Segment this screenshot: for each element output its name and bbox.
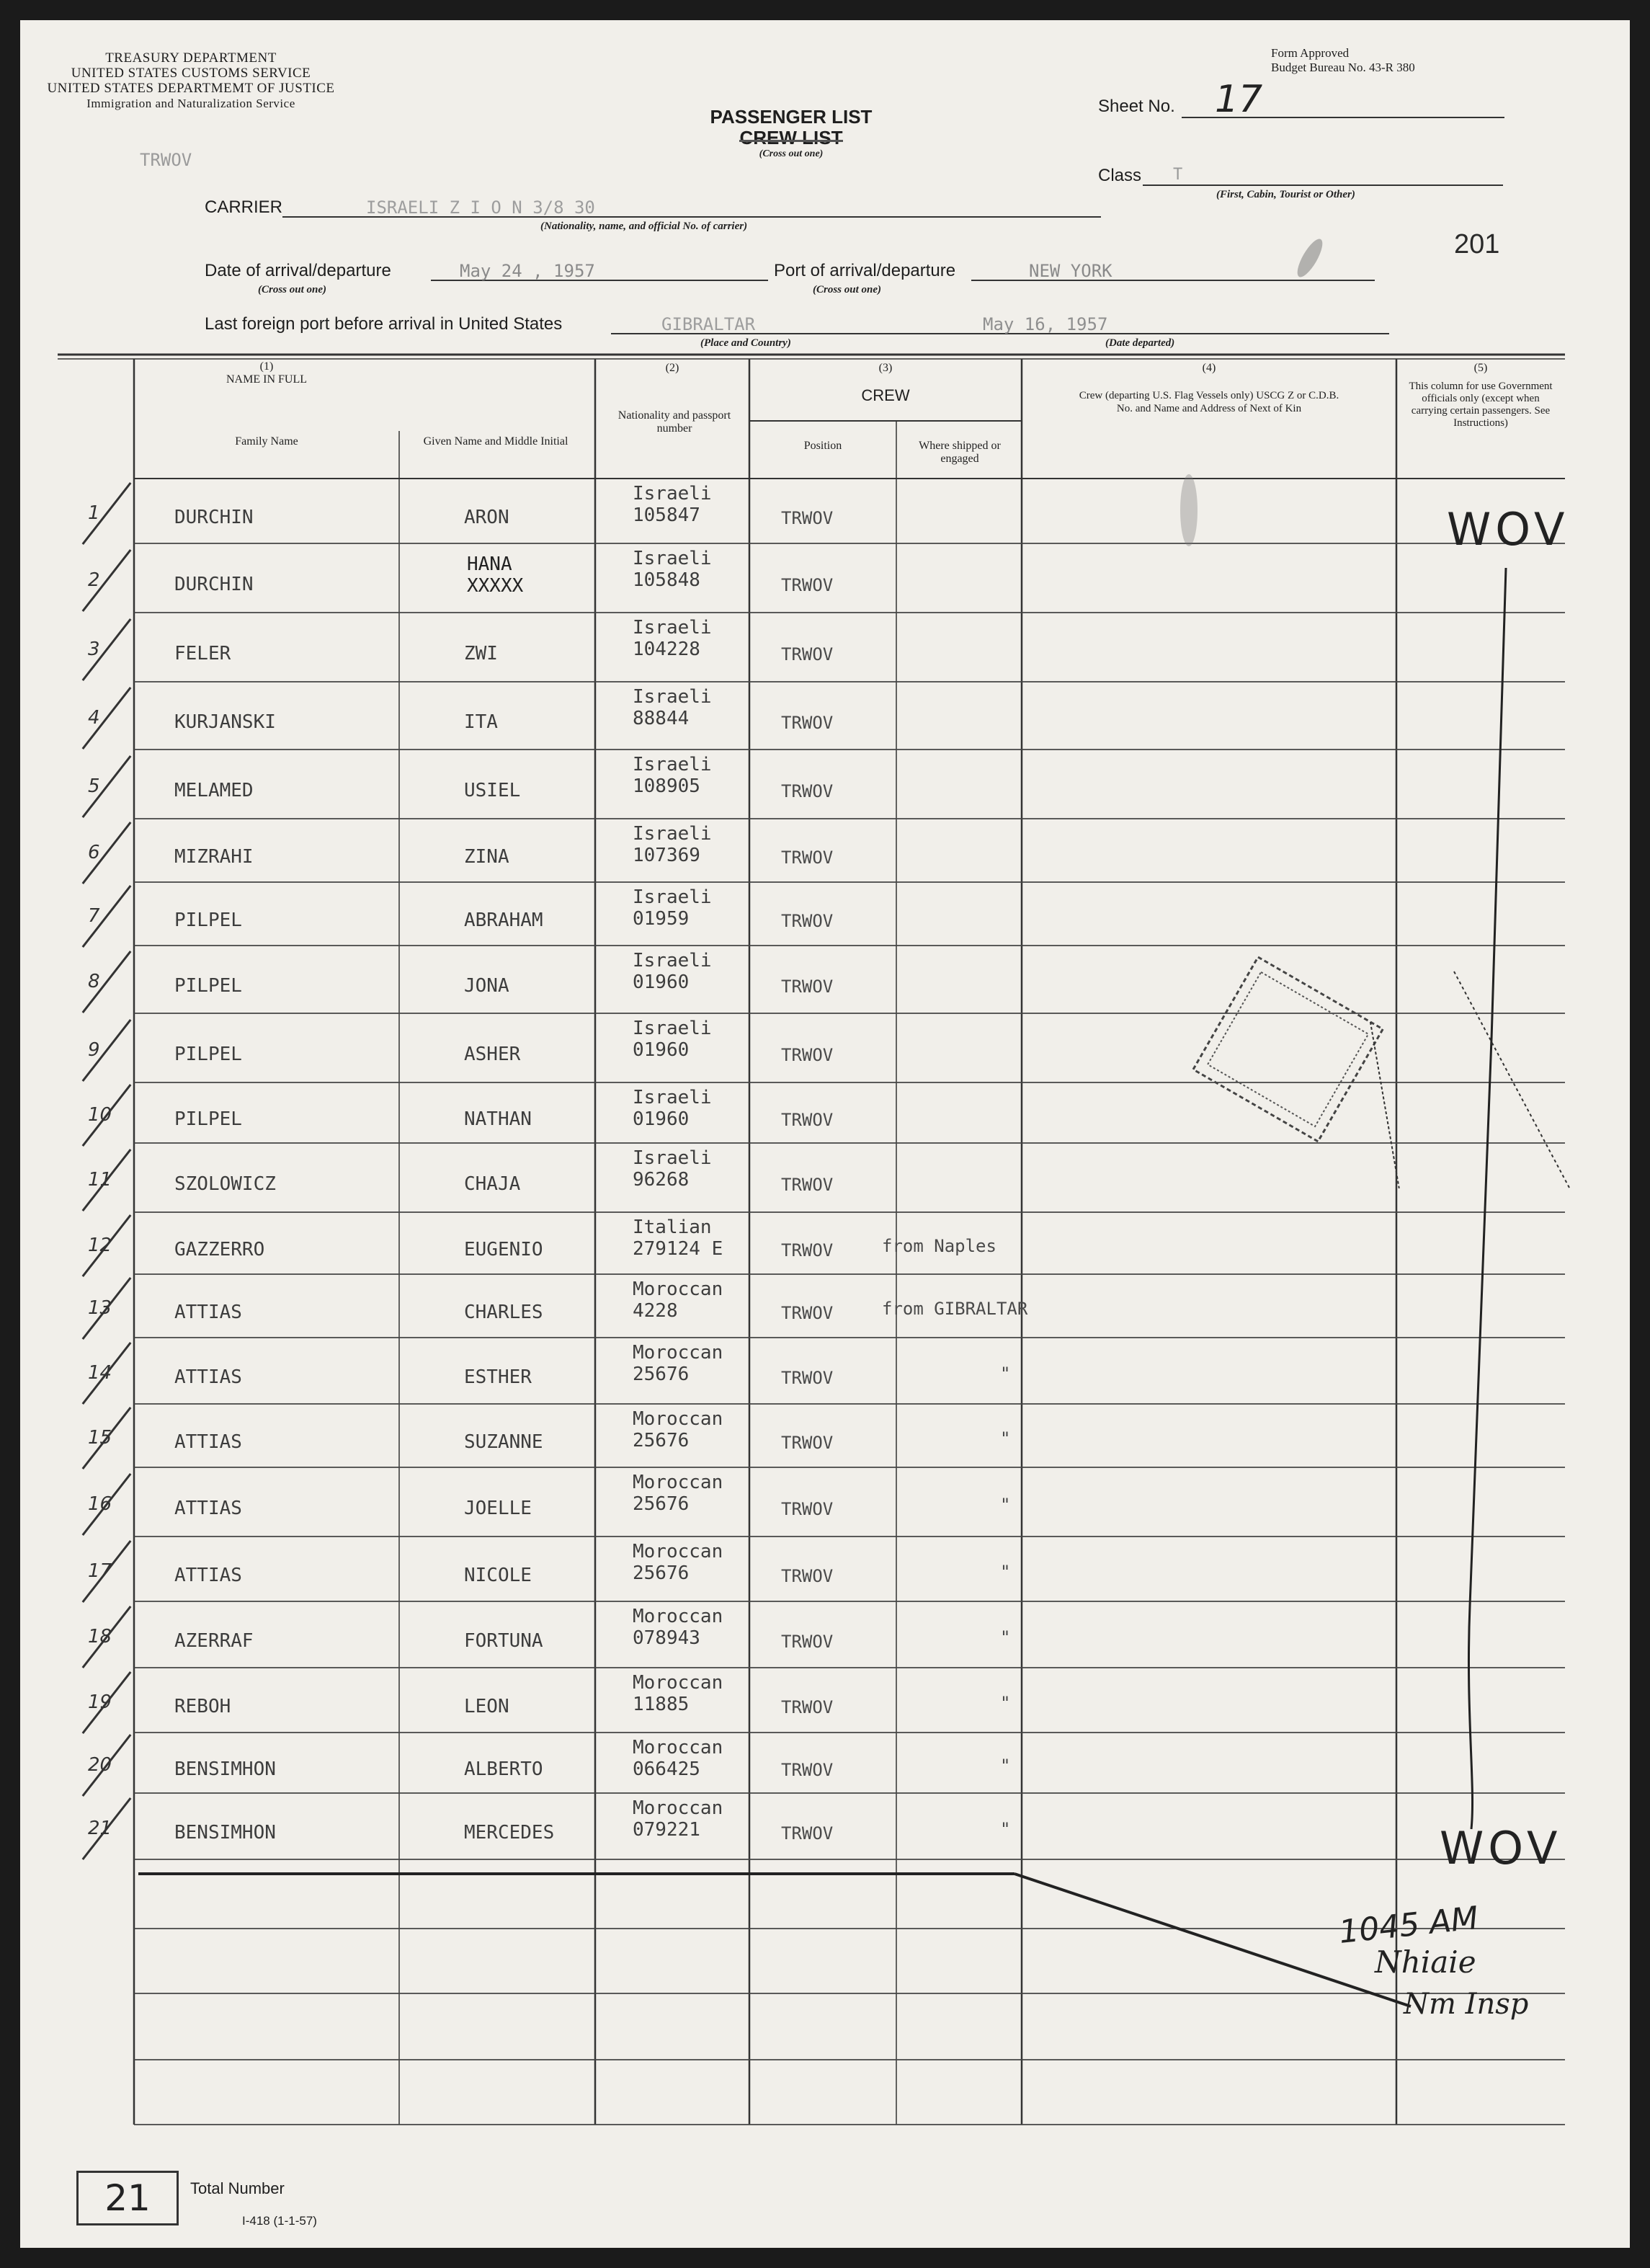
row-number: 7 [88, 905, 100, 927]
given-name: MERCEDES [464, 1822, 555, 1844]
crew-position: TRWOV [781, 1499, 834, 1519]
passport-number: 107369 [633, 845, 700, 866]
row-number: 16 [88, 1493, 112, 1515]
carrier-label: CARRIER [205, 197, 283, 217]
nationality: Israeli [633, 1087, 712, 1108]
lastport-label: Last foreign port before arrival in United States [205, 314, 563, 334]
port-value: NEW YORK [1029, 261, 1112, 281]
crew-position: TRWOV [781, 1697, 834, 1717]
agency-line-3: UNITED STATES DEPARTMEMT OF JUSTICE [47, 81, 335, 96]
given-name: ARON [464, 507, 509, 528]
family-name: MIZRAHI [174, 846, 254, 868]
passport-number: 104228 [633, 639, 700, 660]
budget-bureau-text: Budget Bureau No. 43-R 380 [1271, 61, 1415, 74]
date-label: Date of arrival/departure [205, 261, 391, 280]
crew-position: TRWOV [781, 1760, 834, 1780]
given-name: ITA [464, 711, 498, 733]
row-number: 11 [88, 1169, 112, 1191]
row-number: 14 [88, 1362, 112, 1384]
where-shipped: " [1000, 1428, 1011, 1449]
family-name: PILPEL [174, 975, 242, 997]
lastport-note: (Place and Country) [700, 337, 791, 349]
given-name: HANA [467, 553, 512, 575]
given-name: LEON [464, 1696, 509, 1717]
passport-number: 066425 [633, 1758, 700, 1780]
given-name: EUGENIO [464, 1239, 543, 1260]
top-left-stamp: TRWOV [140, 150, 192, 170]
given-name: NICOLE [464, 1565, 532, 1586]
family-name: ATTIAS [174, 1431, 242, 1453]
crew-position: TRWOV [781, 1632, 834, 1652]
family-name: DURCHIN [174, 574, 254, 595]
carrier-value: ISRAELI Z I O N 3/8 30 [366, 197, 595, 218]
given-name: ESTHER [464, 1366, 532, 1388]
given-name: CHARLES [464, 1302, 543, 1323]
given-name: USIEL [464, 780, 521, 801]
passport-number: 105848 [633, 569, 700, 591]
where-shipped: " [1000, 1495, 1011, 1515]
passport-number: 25676 [633, 1364, 690, 1385]
crew-position: TRWOV [781, 1175, 834, 1195]
family-name: MELAMED [174, 780, 254, 801]
given-name: JOELLE [464, 1498, 532, 1519]
where-shipped: " [1000, 1562, 1011, 1582]
row-number: 8 [88, 971, 100, 992]
crew-position: TRWOV [781, 848, 834, 868]
crew-position: TRWOV [781, 1303, 834, 1323]
date-value: May 24 , 1957 [460, 261, 595, 281]
crew-position: TRWOV [781, 713, 834, 733]
passport-number: 11885 [633, 1694, 690, 1715]
row-number: 3 [88, 639, 100, 660]
col1-title: NAME IN FULL [226, 373, 307, 386]
family-name: AZERRAF [174, 1630, 254, 1652]
class-label: Class [1098, 166, 1142, 185]
nationality: Moroccan [633, 1606, 723, 1627]
col3-shipped-header: Where shipped or engaged [919, 440, 1001, 465]
given-name: ZWI [464, 643, 498, 664]
passport-number: 01959 [633, 908, 690, 930]
col5-title: This column for use Government officials only (except when carrying certain passengers. See Instructions) [1409, 381, 1553, 429]
where-shipped: " [1000, 1627, 1011, 1647]
col3-title: CREW [861, 386, 910, 404]
port-label: Port of arrival/departure [774, 261, 956, 280]
col3-number: (3) [878, 362, 893, 374]
given-name: ZINA [464, 846, 509, 868]
family-name: BENSIMHON [174, 1758, 276, 1780]
form-approved-text: Form Approved [1271, 46, 1350, 60]
col5-number: (5) [1473, 362, 1488, 374]
agency-line-2: UNITED STATES CUSTOMS SERVICE [71, 66, 311, 81]
row-number: 17 [88, 1560, 112, 1582]
family-name: DURCHIN [174, 507, 254, 528]
given-name: ASHER [464, 1044, 521, 1065]
passport-number: 25676 [633, 1430, 690, 1451]
passport-number: 279124 E [633, 1238, 723, 1260]
row-number: 6 [88, 842, 100, 863]
family-name: PILPEL [174, 1044, 242, 1065]
departed-value: May 16, 1957 [983, 314, 1108, 334]
nationality: Moroccan [633, 1408, 723, 1430]
passport-number: 078943 [633, 1627, 700, 1649]
crew-position: TRWOV [781, 1368, 834, 1388]
col4-number: (4) [1202, 362, 1216, 374]
crew-position: TRWOV [781, 911, 834, 931]
given-name: JONA [464, 975, 509, 997]
family-name: PILPEL [174, 910, 242, 931]
passport-number: 25676 [633, 1493, 690, 1515]
lastport-value: GIBRALTAR [661, 314, 756, 334]
nationality: Moroccan [633, 1278, 723, 1300]
given-name: FORTUNA [464, 1630, 543, 1652]
class-note: (First, Cabin, Tourist or Other) [1216, 189, 1355, 200]
where-shipped: " [1000, 1693, 1011, 1713]
nationality: Israeli [633, 950, 712, 971]
row-number: 2 [88, 569, 100, 591]
nationality: Israeli [633, 548, 712, 569]
row-number: 9 [88, 1039, 100, 1061]
nationality: Moroccan [633, 1541, 723, 1562]
crew-position: TRWOV [781, 1823, 834, 1844]
family-name: PILPEL [174, 1108, 242, 1130]
given-name: NATHAN [464, 1108, 532, 1130]
handwritten-marks [20, 20, 1630, 2248]
annotation-wov-bottom: WOV [1440, 1822, 1562, 1875]
departed-note: (Date departed) [1105, 337, 1175, 349]
nationality: Moroccan [633, 1672, 723, 1694]
nationality: Israeli [633, 823, 712, 845]
family-name: BENSIMHON [174, 1822, 276, 1844]
nationality: Moroccan [633, 1797, 723, 1819]
sheet-no-label: Sheet No. [1098, 97, 1175, 116]
page-number: 201 [1454, 229, 1500, 259]
family-name: ATTIAS [174, 1498, 242, 1519]
nationality: Moroccan [633, 1472, 723, 1493]
carrier-note: (Nationality, name, and official No. of carrier) [540, 221, 748, 232]
passport-number: 108905 [633, 775, 700, 797]
nationality: Israeli [633, 483, 712, 504]
annotation-signature-2: Nm Insp [1404, 1988, 1529, 2021]
nationality: Israeli [633, 886, 712, 908]
class-value: T [1173, 166, 1183, 184]
row-number: 12 [88, 1235, 112, 1256]
row-number: 5 [88, 775, 100, 797]
given-name-crossed: XXXXX [467, 575, 524, 597]
where-shipped: " [1000, 1819, 1011, 1839]
crew-position: TRWOV [781, 575, 834, 595]
where-shipped: from Naples [882, 1236, 996, 1256]
family-name: SZOLOWICZ [174, 1173, 276, 1195]
nationality: Israeli [633, 1018, 712, 1039]
port-note: (Cross out one) [813, 284, 882, 295]
passport-number: 105847 [633, 504, 700, 526]
annotation-wov-top: WOV [1447, 503, 1569, 556]
where-shipped: from GIBRALTAR [882, 1299, 1028, 1319]
nationality: Israeli [633, 754, 712, 775]
family-name: REBOH [174, 1696, 231, 1717]
row-number: 4 [88, 707, 100, 729]
crew-position: TRWOV [781, 977, 834, 997]
row-number: 18 [88, 1626, 112, 1647]
family-name: GAZZERRO [174, 1239, 265, 1260]
family-name: ATTIAS [174, 1366, 242, 1388]
crew-position: TRWOV [781, 1045, 834, 1065]
passport-number: 01960 [633, 1108, 690, 1130]
row-number: 13 [88, 1297, 112, 1319]
form-number: I-418 (1-1-57) [242, 2214, 317, 2228]
row-number: 10 [88, 1104, 112, 1126]
col4-title: Crew (departing U.S. Flag Vessels only) USCG Z or C.D.B. No. and Name and Address of Next of Kin [1079, 390, 1339, 414]
date-note: (Cross out one) [258, 284, 327, 295]
family-name: ATTIAS [174, 1565, 242, 1586]
col1-family-header: Family Name [235, 435, 298, 448]
col1-number: (1) [259, 360, 274, 373]
passport-number: 96268 [633, 1169, 690, 1191]
given-name: ALBERTO [464, 1758, 543, 1780]
row-number: 19 [88, 1691, 112, 1713]
family-name: KURJANSKI [174, 711, 276, 733]
col1-given-header: Given Name and Middle Initial [423, 435, 568, 448]
passport-number: 01960 [633, 971, 690, 993]
customs-stamp [1193, 957, 1464, 1188]
where-shipped: " [1000, 1756, 1011, 1776]
passenger-list-form [20, 20, 1630, 2248]
given-name: CHAJA [464, 1173, 521, 1195]
col2-number: (2) [665, 362, 679, 374]
annotation-signature-1: Nhiaie [1375, 1944, 1476, 1980]
where-shipped: " [1000, 1364, 1011, 1384]
col3-position-header: Position [803, 440, 842, 452]
nationality: Moroccan [633, 1342, 723, 1364]
nationality: Moroccan [633, 1737, 723, 1758]
nationality: Israeli [633, 686, 712, 708]
crew-position: TRWOV [781, 644, 834, 664]
sheet-no-value: 17 [1215, 78, 1263, 121]
total-box [76, 2171, 179, 2225]
passport-number: 88844 [633, 708, 690, 729]
crew-position: TRWOV [781, 1566, 834, 1586]
nationality: Italian [633, 1217, 712, 1238]
passport-number: 25676 [633, 1562, 690, 1584]
crew-position: TRWOV [781, 1433, 834, 1453]
annotation-time: 1045 AM [1337, 1899, 1481, 1952]
family-name: ATTIAS [174, 1302, 242, 1323]
row-number: 20 [88, 1754, 112, 1776]
col2-title: Nationality and passport number [617, 409, 731, 435]
crew-position: TRWOV [781, 508, 834, 528]
title-note: (Cross out one) [759, 148, 824, 159]
title-crew-list-text: CREW LIST [739, 127, 843, 148]
nationality: Israeli [633, 1147, 712, 1169]
crew-position: TRWOV [781, 1240, 834, 1260]
total-value: 21 [104, 2177, 151, 2219]
agency-line-4: Immigration and Naturalization Service [86, 97, 295, 110]
crew-position: TRWOV [781, 1110, 834, 1130]
agency-line-1: TREASURY DEPARTMENT [105, 50, 277, 66]
passport-number: 079221 [633, 1819, 700, 1841]
total-label: Total Number [190, 2179, 285, 2197]
row-number: 15 [88, 1427, 112, 1449]
row-number: 21 [88, 1818, 112, 1839]
passport-number: 01960 [633, 1039, 690, 1061]
crew-position: TRWOV [781, 781, 834, 801]
nationality: Israeli [633, 617, 712, 639]
passport-number: 4228 [633, 1300, 678, 1322]
given-name: SUZANNE [464, 1431, 543, 1453]
row-number: 1 [88, 502, 100, 524]
given-name: ABRAHAM [464, 910, 543, 931]
family-name: FELER [174, 643, 231, 664]
title-passenger-list: PASSENGER LIST [710, 106, 873, 128]
